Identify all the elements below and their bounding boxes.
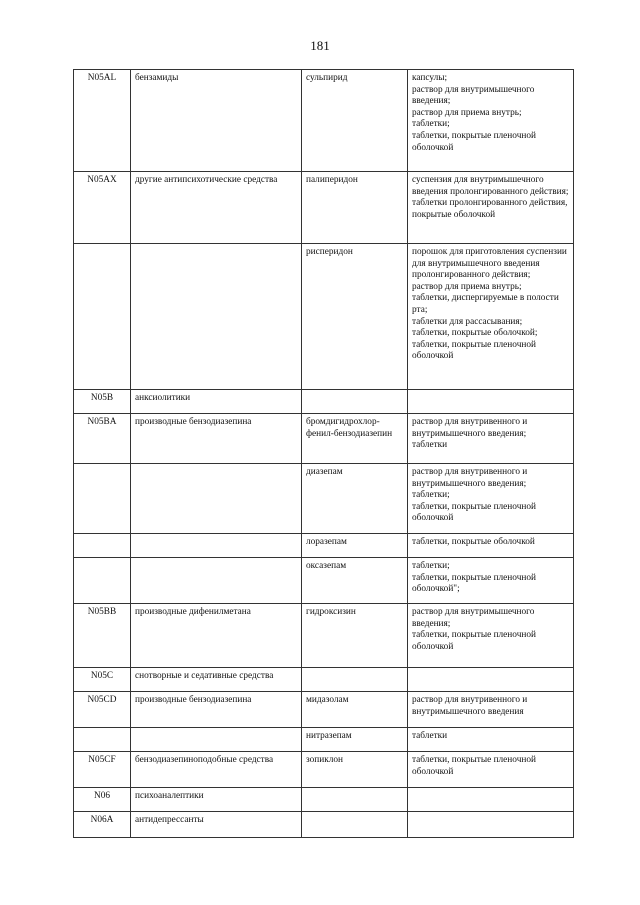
dosage-form-line: раствор для внутримышечного введения; <box>412 607 535 629</box>
drug-name-cell: зопиклон <box>302 752 408 788</box>
table-row <box>74 244 574 390</box>
dosage-form-line: раствор для приема внутрь; <box>412 281 522 292</box>
atc-code-cell: N05AL <box>74 70 131 172</box>
dosage-forms-cell <box>408 390 574 414</box>
group-name-cell: анксиолитики <box>131 390 302 414</box>
drug-name-cell: диазепам <box>302 464 408 534</box>
group-name-cell: психоаналептики <box>131 788 302 812</box>
drug-name-cell: рисперидон <box>302 244 408 390</box>
table-row <box>74 70 574 172</box>
dosage-form-line: таблетки <box>412 731 448 741</box>
atc-code-cell <box>74 558 131 604</box>
table-row <box>74 390 574 414</box>
dosage-form-line: таблетки; <box>412 119 450 130</box>
drug-name-cell: сульпирид <box>302 70 408 172</box>
drug-name-cell: бромдигидрохлор-фенил-бензодиазепин <box>302 414 408 464</box>
dosage-forms-cell <box>408 604 574 668</box>
group-name-cell <box>131 244 302 390</box>
group-name-cell <box>131 728 302 752</box>
dosage-form-line: таблетки <box>412 440 448 451</box>
table-row <box>74 172 574 244</box>
dosage-form-line: таблетки, покрытые пленочной оболочкой"; <box>412 572 536 595</box>
dosage-form-line: суспензия для внутримышечного введения пролонгированного действия; <box>412 175 569 197</box>
group-name-cell: антидепрессанты <box>131 812 302 838</box>
group-name-cell: другие антипсихотические средства <box>131 172 302 244</box>
dosage-forms-cell <box>408 668 574 692</box>
drug-name-cell: нитразепам <box>302 728 408 752</box>
drug-name-cell <box>302 668 408 692</box>
dosage-forms-cell <box>408 464 574 534</box>
atc-code-cell: N06A <box>74 812 131 838</box>
table-row <box>74 692 574 728</box>
drug-name-cell: оксазепам <box>302 558 408 604</box>
dosage-form-line: таблетки пролонгированного действия, покрытые оболочкой <box>412 198 568 220</box>
drug-classification-table <box>73 69 574 838</box>
table-row <box>74 788 574 812</box>
atc-code-cell <box>74 534 131 558</box>
atc-code-cell: N06 <box>74 788 131 812</box>
dosage-forms-cell <box>408 70 574 172</box>
dosage-form-line: таблетки для рассасывания; <box>412 316 523 327</box>
dosage-form-line: капсулы; <box>412 73 448 83</box>
dosage-forms-cell <box>408 728 574 752</box>
dosage-form-line: таблетки, диспергируемые в полости рта; <box>412 293 559 315</box>
group-name-cell <box>131 534 302 558</box>
group-name-cell: бензодиазепиноподобные средства <box>131 752 302 788</box>
table-row <box>74 558 574 604</box>
dosage-form-line: таблетки, покрытые пленочной оболочкой <box>412 755 536 777</box>
dosage-form-line: таблетки, покрытые оболочкой <box>412 537 535 547</box>
drug-name-cell: лоразепам <box>302 534 408 558</box>
drug-name-cell <box>302 812 408 838</box>
group-name-cell: снотворные и седативные средства <box>131 668 302 692</box>
table-row <box>74 464 574 534</box>
table-row <box>74 752 574 788</box>
drug-name-cell: палиперидон <box>302 172 408 244</box>
table-row <box>74 728 574 752</box>
drug-name-cell: мидазолам <box>302 692 408 728</box>
dosage-form-line: таблетки, покрытые пленочной оболочкой <box>412 130 536 153</box>
dosage-form-line: таблетки, покрытые пленочной оболочкой <box>412 339 536 362</box>
table-row <box>74 414 574 464</box>
dosage-forms-cell <box>408 558 574 604</box>
dosage-forms-cell <box>408 788 574 812</box>
atc-code-cell: N05AX <box>74 172 131 244</box>
dosage-form-line: таблетки; <box>412 561 450 571</box>
dosage-form-line: раствор для внутривенного и внутримышечного введения <box>412 695 528 717</box>
dosage-forms-cell <box>408 172 574 244</box>
dosage-forms-cell <box>408 534 574 558</box>
drug-name-cell: гидроксизин <box>302 604 408 668</box>
dosage-form-line: таблетки, покрытые оболочкой; <box>412 328 538 339</box>
atc-code-cell: N05BB <box>74 604 131 668</box>
dosage-form-line: раствор для внутривенного и внутримышечного введения; <box>412 467 528 489</box>
atc-code-cell: N05BA <box>74 414 131 464</box>
atc-code-cell <box>74 464 131 534</box>
dosage-form-line: раствор для внутримышечного введения; <box>412 84 535 107</box>
atc-code-cell: N05B <box>74 390 131 414</box>
table-row <box>74 534 574 558</box>
table-row <box>74 604 574 668</box>
atc-code-cell: N05C <box>74 668 131 692</box>
atc-code-cell <box>74 728 131 752</box>
dosage-forms-cell <box>408 414 574 464</box>
drug-name-cell <box>302 390 408 414</box>
group-name-cell: бензамиды <box>131 70 302 172</box>
dosage-form-line: раствор для внутривенного и внутримышечного введения; <box>412 417 528 439</box>
group-name-cell <box>131 464 302 534</box>
dosage-form-line: таблетки, покрытые пленочной оболочкой <box>412 501 536 524</box>
dosage-forms-cell <box>408 692 574 728</box>
group-name-cell: производные бензодиазепина <box>131 414 302 464</box>
table-row <box>74 668 574 692</box>
dosage-form-line: порошок для приготовления суспензии для внутримышечного введения пролонгированного действия; <box>412 247 567 281</box>
dosage-forms-cell <box>408 244 574 390</box>
drug-name-cell <box>302 788 408 812</box>
dosage-forms-cell <box>408 752 574 788</box>
dosage-form-line: таблетки, покрытые пленочной оболочкой <box>412 630 536 652</box>
atc-code-cell: N05CD <box>74 692 131 728</box>
table-row <box>74 812 574 838</box>
dosage-form-line: таблетки; <box>412 490 450 501</box>
group-name-cell: производные бензодиазепина <box>131 692 302 728</box>
group-name-cell <box>131 558 302 604</box>
atc-code-cell <box>74 244 131 390</box>
page-number: 181 <box>310 38 330 53</box>
table-body <box>74 70 574 838</box>
group-name-cell: производные дифенилметана <box>131 604 302 668</box>
atc-code-cell: N05CF <box>74 752 131 788</box>
dosage-form-line: раствор для приема внутрь; <box>412 107 522 118</box>
dosage-forms-cell <box>408 812 574 838</box>
